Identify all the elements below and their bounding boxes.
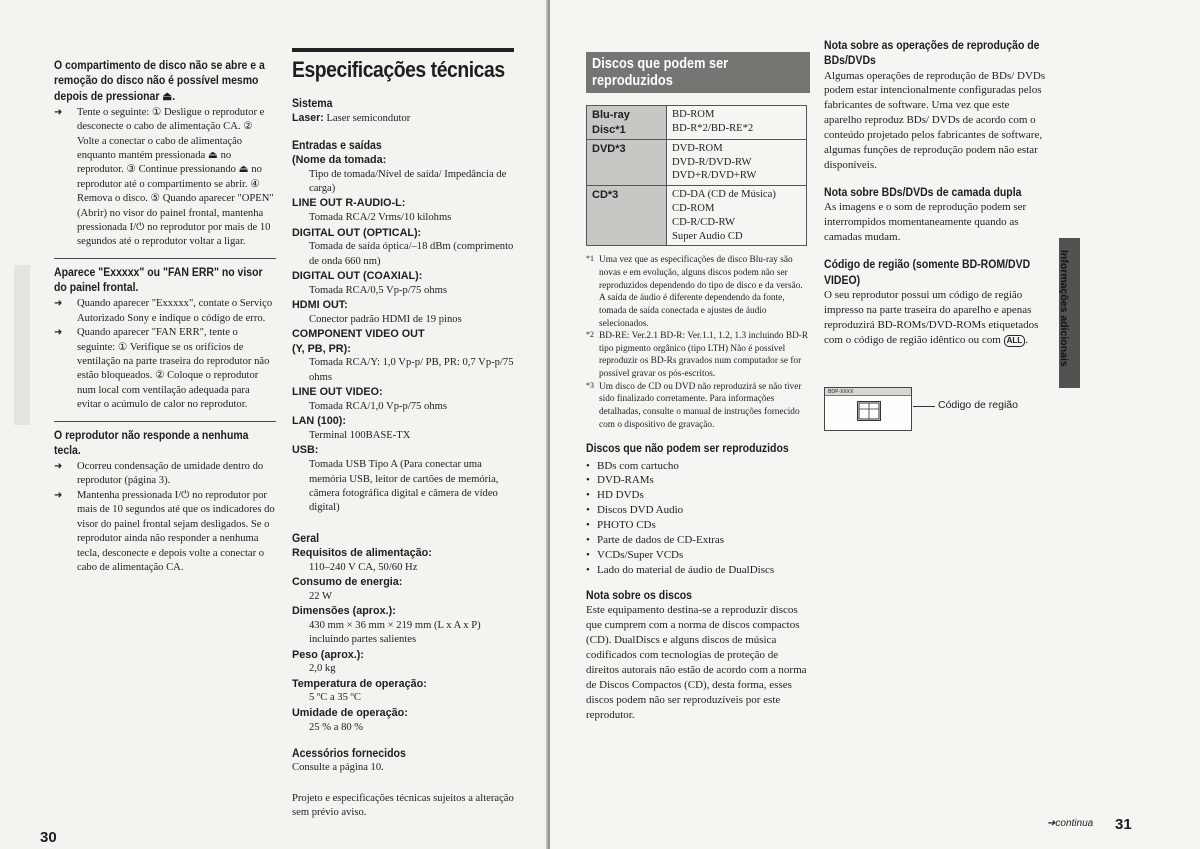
arrow-icon: ➜ [54,489,63,501]
bullet-icon: • [586,549,590,562]
trouble-item: ➜ Ocorreu condensação de umidade dentro do reprodutor (página 3). [54,460,276,489]
all-region-icon: ALL [1004,335,1026,348]
spec-row [292,414,514,443]
spec-key: LAN (100): [292,415,346,428]
disc-footnotes [586,254,810,431]
not-playable-heading: Discos que não podem ser reproduzidos [586,441,789,456]
list-item [586,459,810,474]
spec-value: 22 W [309,590,333,602]
footnote [586,330,810,381]
spec-value: Terminal 100BASE-TX [309,430,411,442]
spec-value: 2,0 kg [309,663,336,675]
discs-heading-box [586,52,810,93]
spec-value: Tomada RCA/1,0 Vp-p/75 ohms [309,400,447,412]
spec-row [292,298,514,327]
spec-value: Tomada RCA/0,5 Vp-p/75 ohms [309,284,447,296]
footnote-text: Um disco de CD ou DVD não reproduzirá se não tiver sido finalizado corretamente. Para informações detalhadas, consulte o manual de instruções fornecido com o dispositivo de gravação. [599,381,802,430]
spec-row [292,196,514,225]
footnote-mark: *1 [586,254,594,264]
troubleshooting-column [54,58,276,575]
list-item [586,548,810,563]
arrow-icon: ➜ [54,298,63,310]
section-heading-entradas: Entradas e saídas [292,137,382,152]
list-item-text: PHOTO CDs [597,519,656,532]
spec-key: Temperatura de operação: [292,677,427,690]
spec-key: DIGITAL OUT (COAXIAL): [292,269,423,282]
spec-key: Requisitos de alimentação: [292,547,432,560]
spec-row [292,443,514,515]
side-tab-ghost [14,265,30,425]
list-item [586,533,810,548]
left-page [0,0,548,849]
spec-key: Peso (aprox.): [292,648,364,661]
right-page [550,0,1200,849]
spec-row [292,327,514,342]
spec-row [292,575,514,604]
disc-formats: CD-DA (CD de Música) CD-ROM CD-R/CD-RW Super Audio CD [667,186,807,246]
specs-footer-note: Projeto e especificações técnicas sujeitos a alteração sem prévio aviso. [292,792,514,819]
notes-column [824,38,1046,348]
list-item [586,503,810,518]
spec-row [292,677,514,706]
not-playable-list [586,459,810,579]
arrow-icon: ➜ [54,461,63,473]
spec-key: (Y, PB, PR): [292,342,351,355]
spec-key: COMPONENT VIDEO OUT [292,328,425,341]
dual-layer-text: As imagens e o som de reprodução podem ser interrompidos momentaneamente quando as camadas mudam. [824,201,1027,244]
title-rule [292,48,514,52]
list-item-text: BDs com cartucho [597,459,679,472]
side-tab-label: Informações adicionais [1058,250,1070,367]
bullet-icon: • [586,504,590,517]
spec-value: Tipo de tomada/Nível de saída/ Impedância de carga) [309,168,507,195]
spec-row [292,342,514,385]
rating-label-strip: BDP-XXXX [825,388,911,396]
list-item [586,518,810,533]
spec-value: 430 mm × 36 mm × 219 mm (L x A x P) incluindo partes salientes [309,619,481,646]
spec-row: Laser: Laser semicondutor [292,112,411,125]
spec-value: Tomada de saída óptica/–18 dBm (comprimento de onda 660 nm) [309,241,514,267]
arrow-icon: ➜ [54,327,63,339]
spec-value: Tomada RCA/Y: 1,0 Vp-p/ PB, PR: 0,7 Vp-p/75 ohms [309,357,514,383]
spec-row [292,604,514,647]
list-item-text: Discos DVD Audio [597,504,684,517]
list-item-text: VCDs/Super VCDs [597,549,684,562]
specifications-column [292,48,514,820]
footnote [586,254,810,330]
spec-key: LINE OUT VIDEO: [292,386,383,399]
spec-list-geral [292,546,514,735]
region-code-icon [857,401,881,421]
disc-table-row [587,186,807,246]
spec-row [292,546,514,575]
spec-value: 5 ºC a 35 ºC [309,692,361,704]
footnote-text: BD-RE: Ver.2.1 BD-R: Ver.1.1, 1.2, 1.3 incluindo BD-R tipo pigmento orgânico (tipo LTH) Não é possível reproduzir os BD-Rs gravados num computador se for possível gravar os pós-escritos. [599,331,809,380]
spec-key: Umidade de operação: [292,706,408,719]
spec-key: Dimensões (aprox.): [292,605,396,618]
disc-formats: BD-ROM BD-R*2/BD-RE*2 [667,106,807,140]
disc-table-row [587,106,807,140]
bullet-icon: • [586,534,590,547]
callout-line [913,406,935,407]
bullet-icon: • [586,474,590,487]
list-item [586,473,810,488]
spec-value: Conector padrão HDMI de 19 pinos [309,313,462,325]
note-ops-text: Algumas operações de reprodução de BDs/ DVDs podem estar intencionalmente configuradas pelos fabricantes de software. Uma vez que este aparelho reproduz BDs/ DVDs de acordo com o conteúdo projetado pelos fabricantes de software, algumas funções de reprodução podem não estar disponíveis. [824,69,1046,172]
spec-key: USB: [292,444,319,457]
note-discs-text: Este equipamento destina-se a reproduzir discos que cumprem com a norma de discos compactos (CD). DualDiscs e alguns discos de música codificados com tecnologias de proteção de direitos autorais não estão de acordo com a norma de Discos Compactos (CD), desta forma, esses discos podem não ser reproduzíveis por este reprodutor. [586,604,807,722]
discs-heading: Discos que podem ser reproduzidos [592,56,729,89]
spec-row [292,153,514,196]
trouble-heading-1: O compartimento de disco não se abre e a remoção do disco não é possível mesmo depois de pressionar ⏏. [54,58,265,103]
trouble-heading-2: Aparece "Exxxxx" ou "FAN ERR" no visor do painel frontal. [54,264,263,295]
spec-key: (Nome da tomada: [292,153,387,166]
divider [54,258,276,259]
spec-row [292,226,514,269]
page-number-right: 31 [1115,816,1132,833]
spec-row [292,385,514,414]
region-label-illustration [824,387,912,431]
spec-list-entradas [292,153,514,516]
trouble-heading-3: O reprodutor não responde a nenhuma tecla. [54,427,249,457]
spec-value: 110–240 V CA, 50/60 Hz [309,561,418,573]
section-heading-sistema: Sistema [292,95,333,110]
spec-row [292,706,514,735]
footnote-mark: *3 [586,380,594,390]
list-item-text: DVD-RAMs [597,474,654,487]
section-heading-acessorios: Acessórios fornecidos [292,745,406,760]
bullet-icon: • [586,459,590,472]
trouble-item: ➜ Quando aparecer "FAN ERR", tente o seguinte: ① Verifique se os orifícios de ventilação na parte traseira do reprodutor não estão bloqueados. ② Coloque o reprodutor num local com ventilação adequada para evitar o acúmulo de calor no reprodutor. [54,326,276,412]
disc-table [586,105,807,246]
continua-label: ➔continua [1047,818,1094,829]
footnote-text: Uma vez que as especificações de disco Blu-ray são novas e em evolução, alguns discos podem não ser reproduzidos dependendo do tipo de disco e da versão. A saída de áudio é diferente dependendo da fonte, tomada de saída conectada e ajustes de áudio selecionados. [599,255,803,329]
list-item [586,563,810,578]
disc-type: Blu-ray Disc*1 [587,106,667,140]
spec-key: HDMI OUT: [292,299,348,312]
acessorios-text: Consulte a página 10. [292,762,384,774]
trouble-item: ➜ Tente o seguinte: ① Desligue o reprodutor e desconecte o cabo de alimentação CA. ② Volte a conectar o cabo de alimentação enquanto mantém pressionada ⏏ no reprodutor. ③ Continue pressionando ⏏ no reprodutor até o compartimento se abrir. ④ Remova o disco. ⑤ Quando aparecer "OPEN" (Abrir) no visor do painel frontal, mantenha pressionada I/⏻ no reprodutor por mais de 10 segundos até o reprodutor voltar a ligar. [54,106,276,250]
page-number-left: 30 [40,829,57,846]
list-item-text: Lado do material de áudio de DualDiscs [597,564,775,577]
list-item-text: HD DVDs [597,489,644,502]
disc-formats: DVD-ROM DVD-R/DVD-RW DVD+R/DVD+RW [667,139,807,185]
discs-column [586,52,810,723]
arrow-icon: ➜ [54,106,63,118]
spec-value: Tomada RCA/2 Vrms/10 kilohms [309,212,452,224]
spec-row [292,648,514,677]
region-text: O seu reprodutor possui um código de região impresso na parte traseira do aparelho e apenas reproduzirá BD-ROMs/DVD-ROMs etiquetados com o código de região idêntico ou com ALL . [824,288,1039,346]
spec-key: LINE OUT R-AUDIO-L: [292,197,406,210]
spec-key: DIGITAL OUT (OPTICAL): [292,226,422,239]
disc-type: DVD*3 [587,139,667,185]
page-title: Especificações técnicas [292,57,505,82]
divider [54,421,276,422]
bullet-icon: • [586,564,590,577]
list-item [586,488,810,503]
region-heading: Código de região (somente BD-ROM/DVD VIDEO) [824,257,1031,287]
bullet-icon: • [586,519,590,532]
disc-type: CD*3 [587,186,667,246]
section-heading-geral: Geral [292,530,320,545]
spec-key: Consumo de energia: [292,576,403,589]
bullet-icon: • [586,489,590,502]
dual-layer-heading: Nota sobre BDs/DVDs de camada dupla [824,185,1022,200]
footnote-mark: *2 [586,330,594,340]
note-ops-heading: Nota sobre as operações de reprodução de BDs/DVDs [824,38,1040,68]
note-discs-heading: Nota sobre os discos [586,588,693,603]
spec-value: Tomada USB Tipo A (Para conectar uma memória USB, leitor de cartões de memória, câmera fotográfica digital e câmera de vídeo digital) [309,459,499,514]
list-item-text: Parte de dados de CD-Extras [597,534,725,547]
region-code-label: Código de região [938,399,1018,411]
disc-table-row [587,139,807,185]
trouble-item: ➜ Mantenha pressionada I/⏻ no reprodutor por mais de 10 segundos até que os indicadores do visor do painel frontal sejam desligados. Se o reprodutor ainda não responder a nenhuma tecla, desconecte e depois volte a conectar o cabo de alimentação CA. [54,489,276,575]
footnote [586,381,810,432]
trouble-item: ➜ Quando aparecer "Exxxxx", contate o Serviço Autorizado Sony e indique o código de erro. [54,297,276,326]
spec-row [292,269,514,298]
spec-value: 25 % a 80 % [309,721,364,733]
